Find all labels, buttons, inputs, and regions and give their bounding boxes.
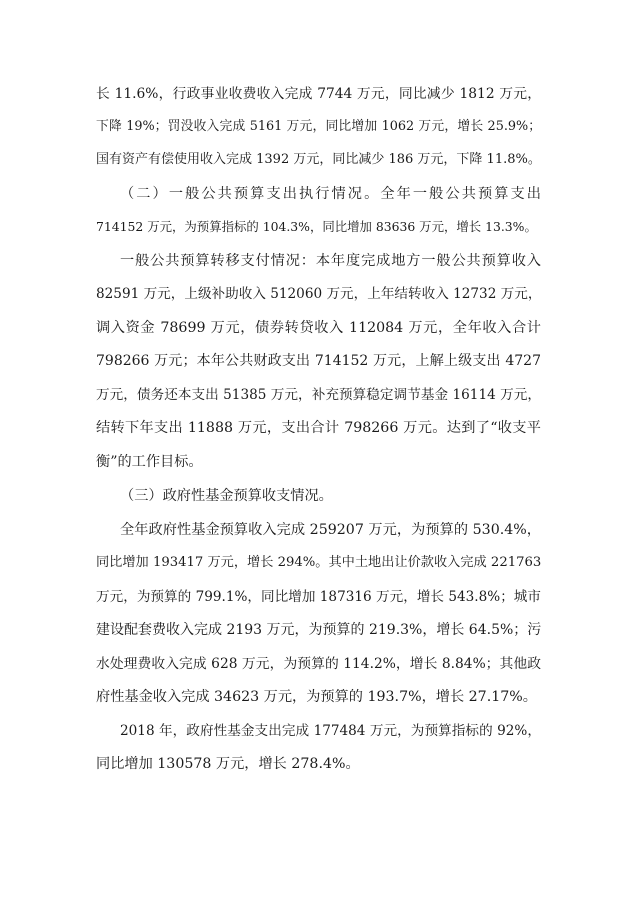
- paragraph-3-line-1: 一般公共预算转移支付情况：本年度完成地方一般公共预算收入: [120, 253, 541, 269]
- paragraph-3-line-6: 结转下年支出 11888 万元，支出合计 798266 万元。达到了“收支平: [96, 420, 541, 436]
- paragraph-1-line-1: 长 11.6%，行政事业收费收入完成 7744 万元，同比减少 1812 万元，: [96, 86, 541, 102]
- paragraph-3-line-4: 798266 万元；本年公共财政支出 714152 万元，上解上级支出 4727: [96, 353, 541, 369]
- paragraph-6-line-1: 2018 年，政府性基金支出完成 177484 万元，为预算指标的 92%，: [120, 723, 541, 739]
- paragraph-3-line-3: 调入资金 78699 万元，债券转贷收入 112084 万元，全年收入合计: [96, 320, 541, 336]
- paragraph-5-line-5: 水处理费收入完成 628 万元，为预算的 114.2%，增长 8.84%；其他政: [96, 656, 541, 672]
- paragraph-5-line-2: 同比增加 193417 万元，增长 294%。其中土地出让价款收入完成 221763: [96, 555, 541, 570]
- paragraph-3-line-5: 万元，债务还本支出 51385 万元，补充预算稳定调节基金 16114 万元，: [96, 387, 541, 403]
- paragraph-5-line-3: 万元，为预算的 799.1%，同比增加 187316 万元，增长 543.8%；城市: [96, 589, 541, 605]
- paragraph-2-line-1: （二）一般公共预算支出执行情况。全年一般公共预算支出: [120, 186, 541, 202]
- paragraph-5-line-6: 府性基金收入完成 34623 万元，为预算的 193.7%，增长 27.17%。: [96, 689, 537, 705]
- paragraph-1-line-3: 国有资产有偿使用收入完成 1392 万元，同比减少 186 万元，下降 11.8%。: [96, 152, 541, 167]
- paragraph-2-line-2: 714152 万元，为预算指标的 104.3%，同比增加 83636 万元，增长 13.3%。: [96, 219, 537, 234]
- paragraph-6-line-2: 同比增加 130578 万元，增长 278.4%。: [96, 756, 360, 772]
- paragraph-3-line-7: 衡”的工作目标。: [96, 454, 203, 470]
- paragraph-5-line-1: 全年政府性基金预算收入完成 259207 万元，为预算的 530.4%，: [120, 522, 541, 538]
- paragraph-3-line-2: 82591 万元，上级补助收入 512060 万元，上年结转收入 12732 万元，: [96, 286, 541, 302]
- paragraph-5-line-4: 建设配套费收入完成 2193 万元，为预算的 219.3%，增长 64.5%；污: [96, 622, 541, 638]
- section-3-heading: （三）政府性基金预算收支情况。: [120, 488, 333, 504]
- paragraph-1-line-2: 下降 19%；罚没收入完成 5161 万元，同比增加 1062 万元，增长 25.9%；: [96, 119, 541, 134]
